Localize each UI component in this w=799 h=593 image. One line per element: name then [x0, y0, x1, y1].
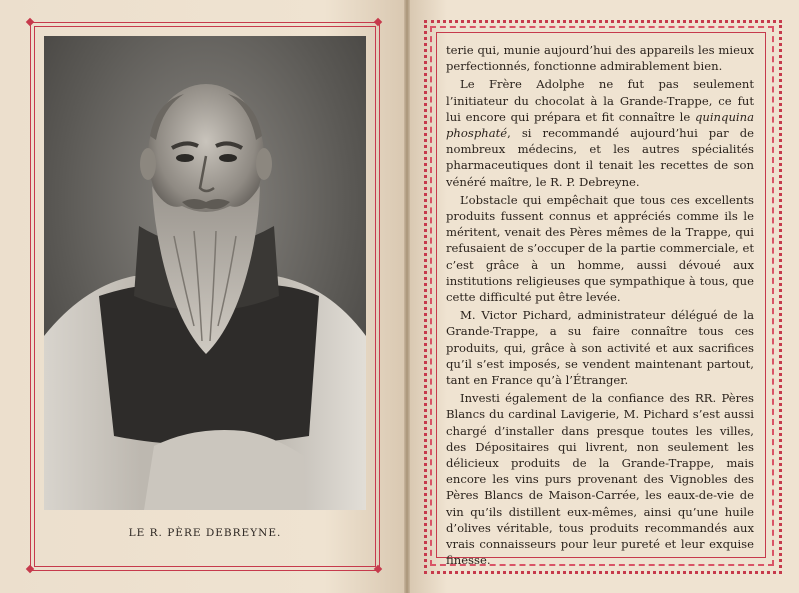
left-ear [140, 148, 156, 180]
paragraph [446, 76, 754, 189]
portrait-caption: LE R. PÈRE DEBREYNE. [128, 527, 282, 539]
paragraph [446, 192, 754, 305]
paragraph [446, 307, 754, 388]
text-run: Le Frère Adolphe ne fut pas seulement l’initiateur du chocolat à la Grande-Trappe, ce fut lui encore qui prépara et fit connaître le [446, 77, 754, 124]
right-ear [256, 148, 272, 180]
left-eye [176, 154, 194, 162]
portrait-engraving [44, 36, 366, 510]
text-run: L’obstacle qui empêchait que tous ces excellents produits fussent connus et appréciés comme ils le méritent, venait des Pères mêmes de la Trappe, qui refusaient de s’occuper de la partie commerciale, et c’est grâce à un homme, aussi dévoué aux institutions religieuses que sympathique à tous, que cette difficulté put être levée. [446, 192, 754, 305]
right-eye [219, 154, 237, 162]
text-run: , si recommandé aujourd’hui par de nombreux médecins, et les autres spécialités pharmaceutiques dont il tenait les recettes de son vénéré maître, le R. P. Debreyne. [446, 126, 754, 189]
paragraph [446, 390, 754, 568]
body-text [446, 42, 754, 569]
paragraph [446, 42, 754, 74]
italic-text: quinquina phosphaté [446, 109, 754, 141]
portrait-photo [44, 36, 366, 510]
text-run: M. Victor Pichard, administrateur délégué de la Grande-Trappe, a su faire connaître tous ces produits, qui, grâce à son activité et aux sacrifices qu’il s’est imposés, se vendent maintenant partout, tant en France qu’à l’Étranger. [446, 308, 754, 388]
book-gutter [404, 0, 410, 593]
text-run: Investi également de la confiance des RR. Pères Blancs du cardinal Lavigerie, M. Pichard s’est aussi chargé d’installer dans presque toutes les villes, des Dépositaires qui livrent, non seulement les délicieux produits de la Grande-Trappe, mais encore les vins purs provenant des Vignobles des Pères Blancs de Maison-Carrée, les eaux-de-vie de vin qu’ils distillent eux-mêmes, ainsi qu’une huile d’olives véritable, tous produits recommandés aux vrais connaisseurs pour leur pureté et leur exquise finesse. [446, 391, 754, 568]
text-run: terie qui, munie aujourd’hui des appareils les mieux perfectionnés, fonctionne admirablement bien. [446, 43, 754, 74]
